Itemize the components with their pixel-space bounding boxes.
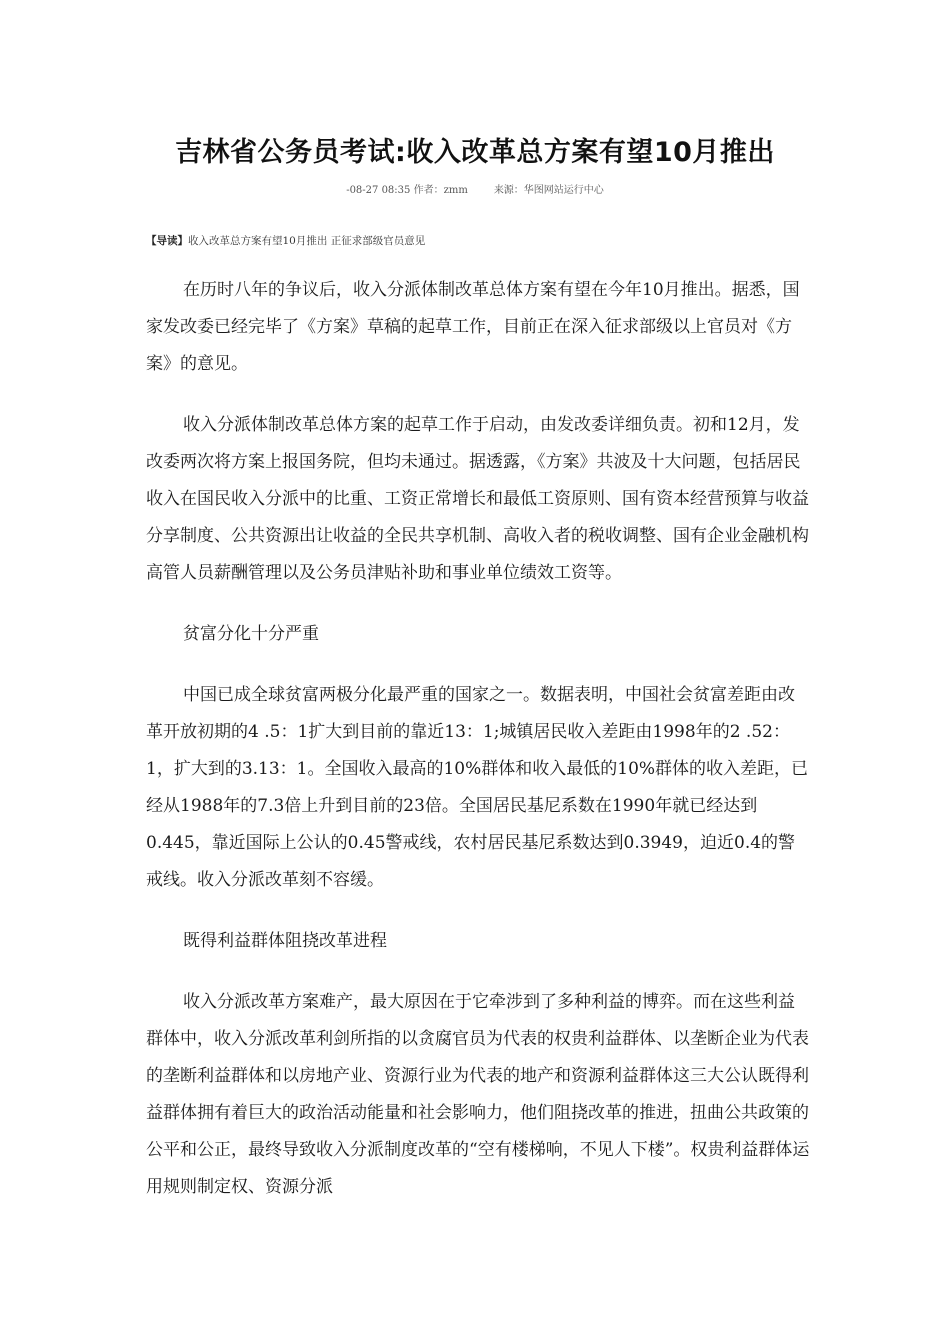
article-lead bbox=[146, 233, 826, 249]
paragraph-vested-interests: 收入分派改革方案难产，最大原因在于它牵涉到了多种利益的博弈。而在这些利益群体中，收入分派改革利剑所指的以贪腐官员为代表的权贵利益群体、以垄断企业为代表的垄断利益群体和以房地产业、资源行业为代表的地产和资源利益群体这三大公认既得利益群体拥有着巨大的政治活动能量和社会影响力，他们阻挠改革的推进，扭曲公共政策的公平和公正，最终导致收入分派制度改革的“空有楼梯响，不见人下楼”。权贵利益群体运用规则制定权、资源分派 bbox=[146, 992, 810, 1197]
article-date-author: -08-27 08:35 作者：zmm bbox=[346, 185, 468, 196]
section-heading-vested-interests: 既得利益群体阻挠改革进程 bbox=[183, 931, 387, 951]
paragraph-wealth-gap: 中国已成全球贫富两极分化最严重的国家之一。数据表明，中国社会贫富差距由改革开放初期的4 .5：1扩大到目前的靠近13：1;城镇居民收入差距由1998年的2 .52：1，扩大到的3.13：1。全国收入最高的10%群体和收入最低的10%群体的收入差距，已经从1988年的7.3倍上升到目前的23倍。全国居民基尼系数在1990年就已经达到0.445，靠近国际上公认的0.45警戒线，农村居民基尼系数达到0.3949，迫近0.4的警戒线。收入分派改革刻不容缓。 bbox=[146, 685, 809, 890]
lead-text: 收入改革总方案有望10月推出 正征求部级官员意见 bbox=[188, 235, 426, 247]
article-source: 来源：华图网站运行中心 bbox=[493, 185, 604, 196]
lead-tag: 【导读】 bbox=[146, 235, 188, 247]
article-title: 吉林省公务员考试:收入改革总方案有望10月推出 bbox=[175, 137, 775, 168]
article-body bbox=[146, 272, 810, 1230]
article-meta bbox=[0, 183, 950, 199]
paragraph-drafting: 收入分派体制改革总体方案的起草工作于启动，由发改委详细负责。初和12月，发改委两次将方案上报国务院，但均未通过。据透露，《方案》共波及十大问题，包括居民收入在国民收入分派中的比重、工资正常增长和最低工资原则、国有资本经营预算与收益分享制度、公共资源出让收益的全民共享机制、高收入者的税收调整、国有企业金融机构高管人员薪酬管理以及公务员津贴补助和事业单位绩效工资等。 bbox=[146, 415, 809, 583]
section-heading-wealth-gap: 贫富分化十分严重 bbox=[183, 624, 319, 644]
paragraph-intro: 在历时八年的争议后，收入分派体制改革总体方案有望在今年10月推出。据悉，国家发改委已经完毕了《方案》草稿的起草工作，目前正在深入征求部级以上官员对《方案》的意见。 bbox=[146, 280, 800, 374]
